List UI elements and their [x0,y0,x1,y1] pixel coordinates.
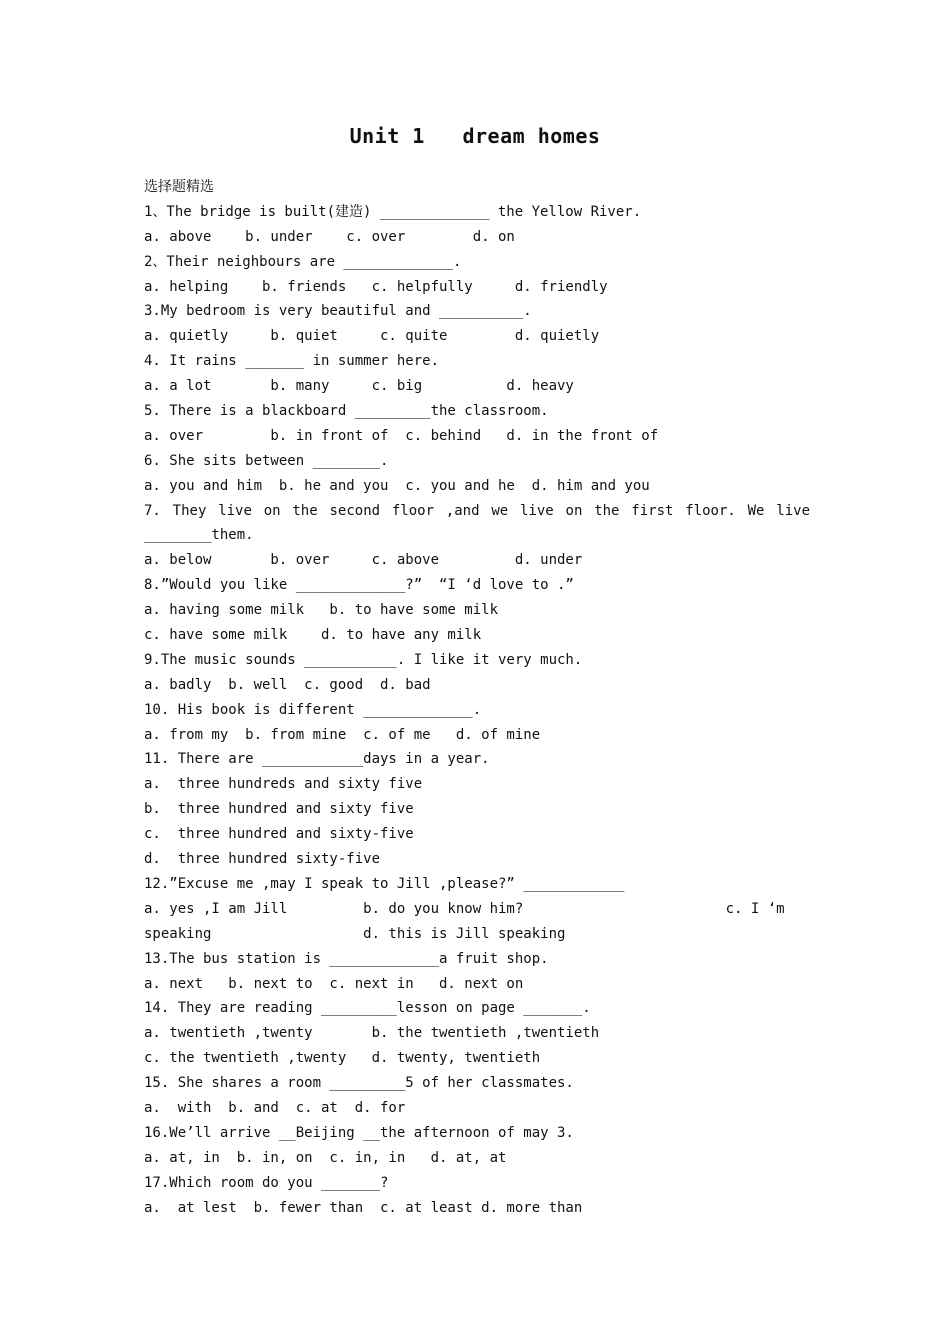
options-12-row-2: speaking d. this is Jill speaking [144,925,566,942]
question-9: 9.The music sounds ___________. I like it very much. [144,651,583,668]
option-11-b: b. three hundred and sixty five [144,801,414,818]
options-7: a. below b. over c. above d. under [144,552,583,569]
question-7-continued: ________them. [144,527,254,544]
options-14-row-2: c. the twentieth ,twenty d. twenty, twentieth [144,1050,541,1067]
options-1: a. above b. under c. over d. on [144,228,515,245]
question-6: 6. She sits between ________. [144,452,389,469]
options-6: a. you and him b. he and you c. you and he d. him and you [144,477,650,494]
options-10: a. from my b. from mine c. of me d. of mine [144,726,541,743]
question-16: 16.We’ll arrive __Beijing __the afternoon of may 3. [144,1124,574,1141]
question-1: 1、The bridge is built(建造) _____________ the Yellow River. [144,203,642,220]
options-5: a. over b. in front of c. behind d. in the front of [144,427,659,444]
question-7: 7. They live on the second floor ,and we live on the first floor. We live [144,502,810,519]
question-4: 4. It rains _______ in summer here. [144,353,440,370]
options-16: a. at, in b. in, on c. in, in d. at, at [144,1149,507,1166]
options-3: a. quietly b. quiet c. quite d. quietly [144,328,600,345]
options-15: a. with b. and c. at d. for [144,1099,406,1116]
options-13: a. next b. next to c. next in d. next on [144,975,524,992]
options-14-row-1: a. twentieth ,twenty b. the twentieth ,twentieth [144,1025,600,1042]
section-heading: 选择题精选 [144,179,214,195]
options-8-row-2: c. have some milk d. to have any milk [144,627,482,644]
question-2: 2、Their neighbours are _____________. [144,253,462,270]
options-12-row-1: a. yes ,I am Jill b. do you know him? c. I ‘m [144,900,785,917]
options-2: a. helping b. friends c. helpfully d. friendly [144,278,608,295]
question-11: 11. There are ____________days in a year. [144,751,490,768]
question-list [144,175,810,1220]
question-17: 17.Which room do you _______? [144,1174,389,1191]
option-11-d: d. three hundred sixty-five [144,851,381,868]
question-10: 10. His book is different _____________. [144,701,482,718]
question-14: 14. They are reading _________lesson on page _______. [144,1000,591,1017]
question-15: 15. She shares a room _________5 of her classmates. [144,1075,574,1092]
page-title: Unit 1 dream homes [349,124,601,148]
options-8-row-1: a. having some milk b. to have some milk [144,602,499,619]
question-13: 13.The bus station is _____________a fruit shop. [144,950,549,967]
question-3: 3.My bedroom is very beautiful and __________. [144,303,532,320]
question-5: 5. There is a blackboard _________the classroom. [144,403,549,420]
options-4: a. a lot b. many c. big d. heavy [144,378,574,395]
options-17: a. at lest b. fewer than c. at least d. more than [144,1199,583,1216]
question-8: 8.”Would you like _____________?” “I ‘d love to .” [144,577,574,594]
question-12: 12.”Excuse me ,may I speak to Jill ,please?” ____________ [144,875,625,892]
option-11-c: c. three hundred and sixty-five [144,826,414,843]
options-9: a. badly b. well c. good d. bad [144,676,431,693]
option-11-a: a. three hundreds and sixty five [144,776,423,793]
